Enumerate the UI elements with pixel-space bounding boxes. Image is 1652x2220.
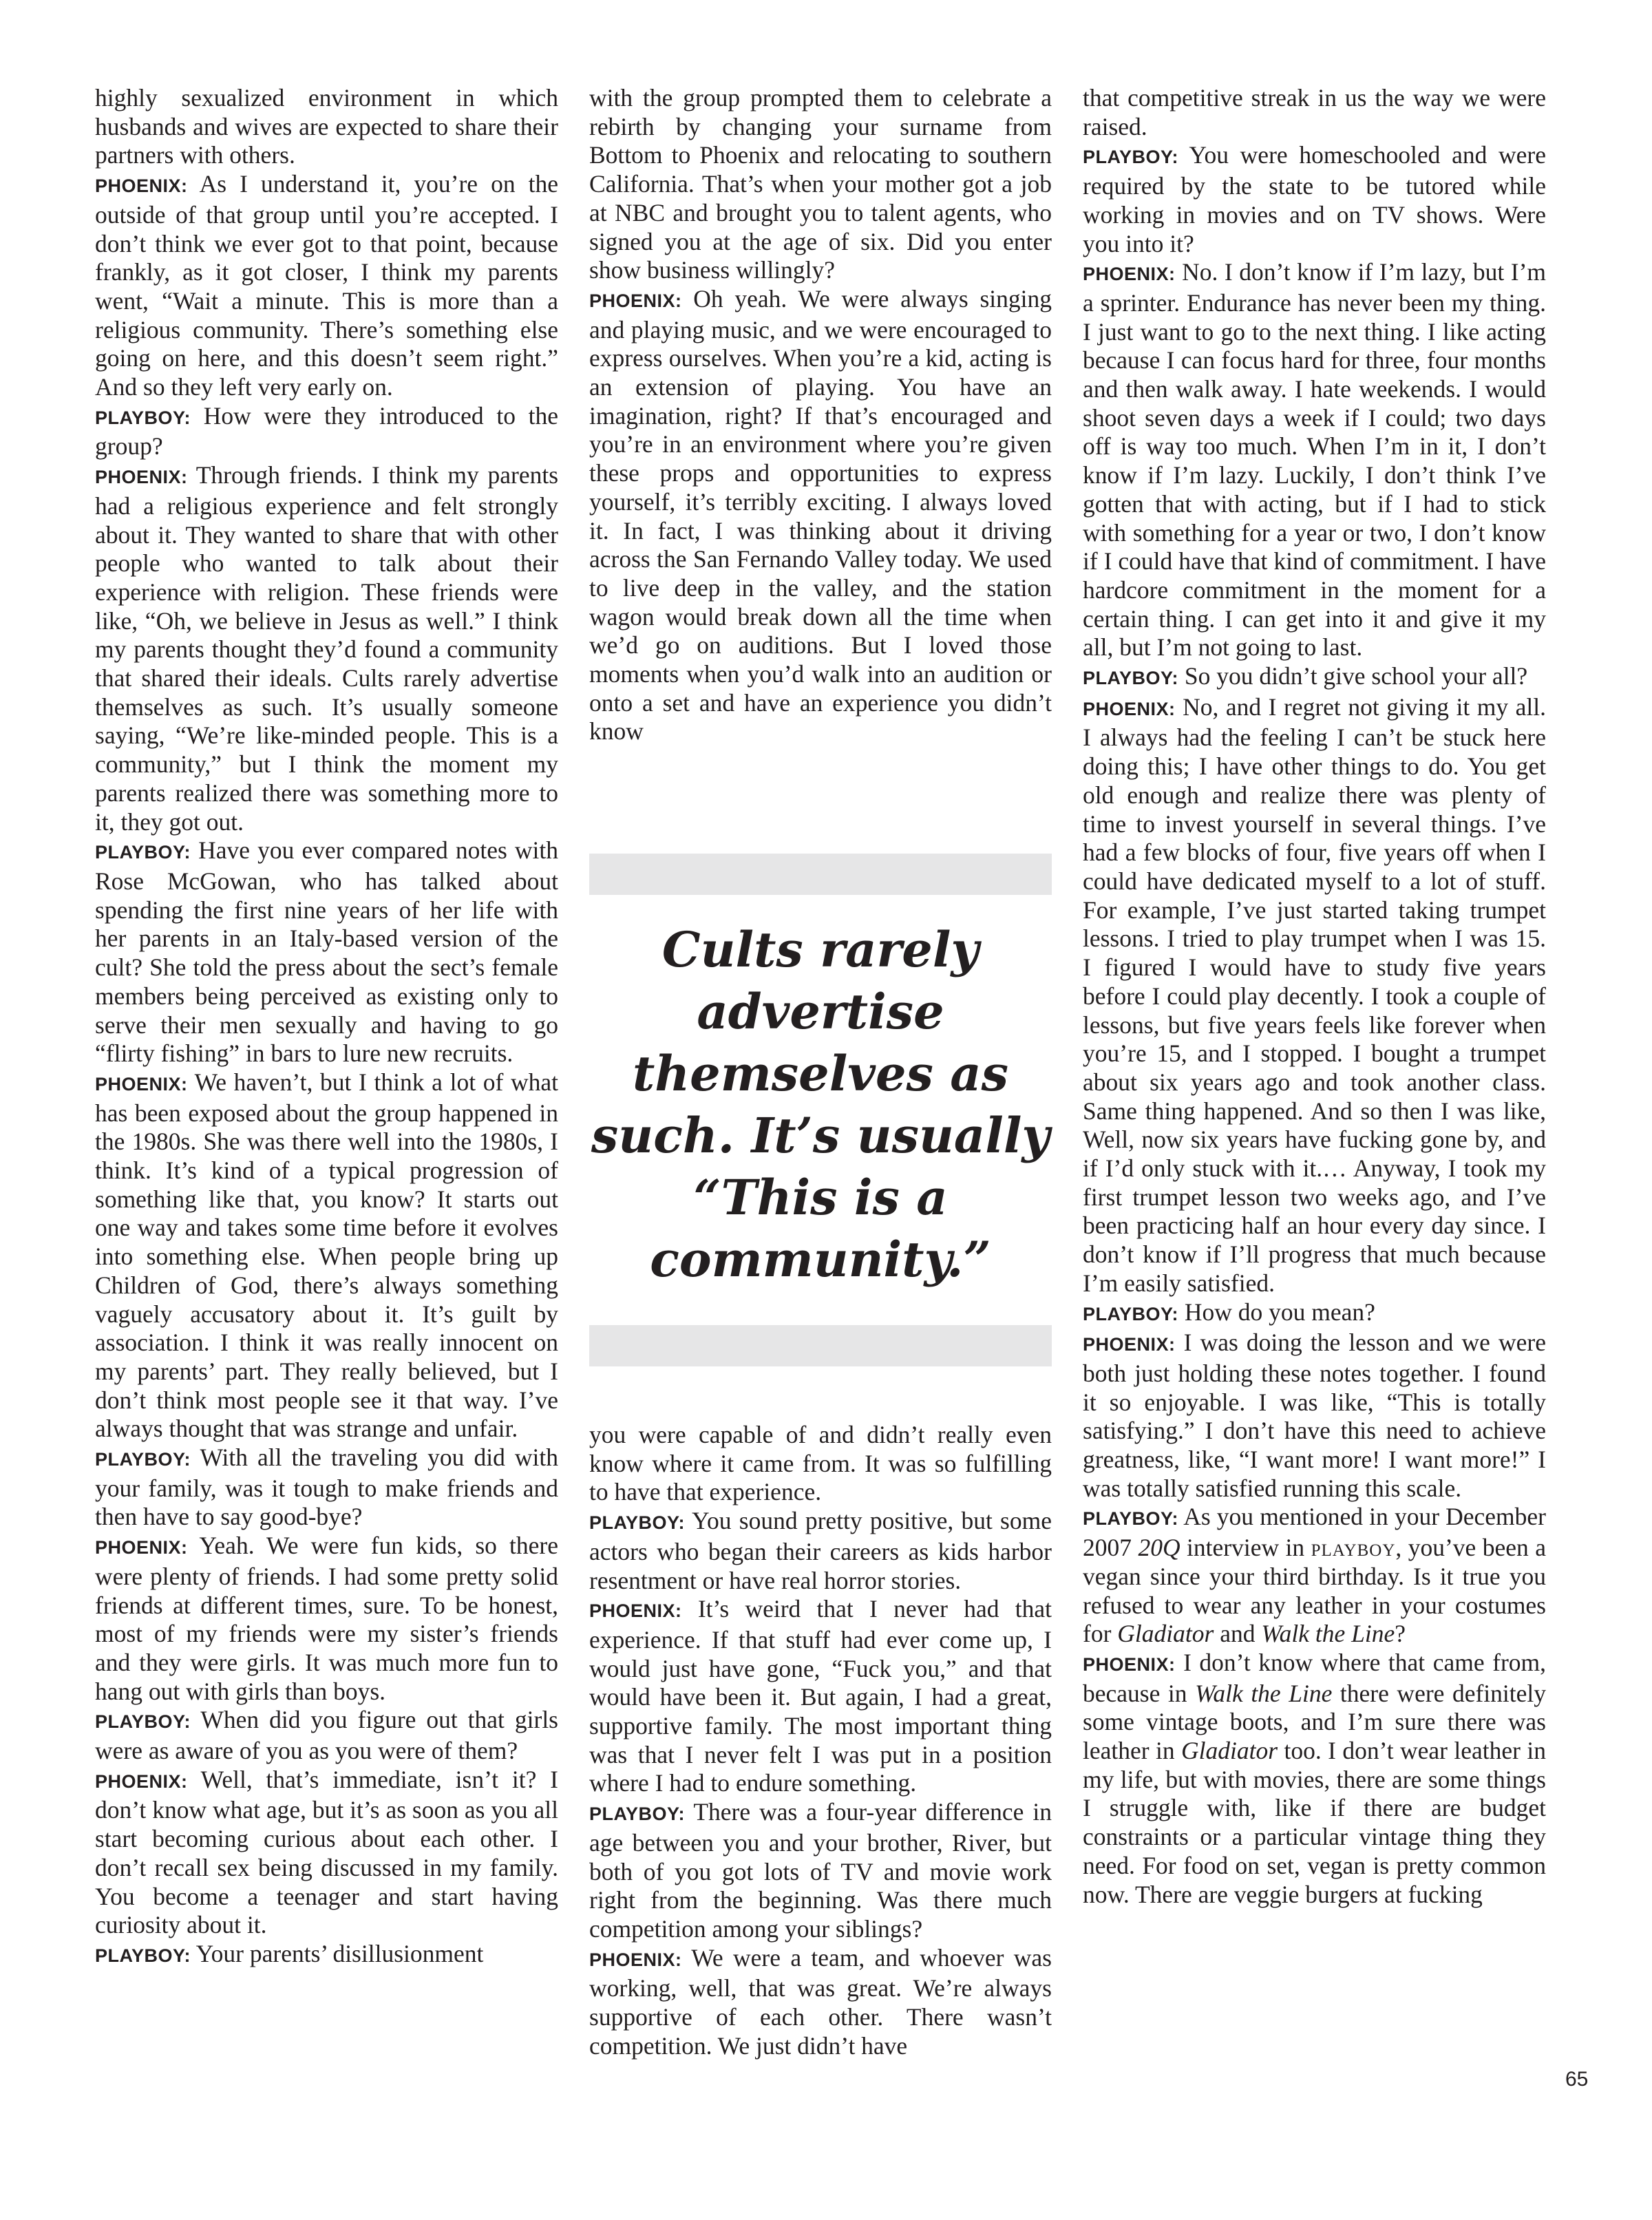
speaker-label: PLAYBOY:: [1083, 147, 1179, 168]
magazine-name: playboy: [1311, 1534, 1396, 1562]
paragraph: PLAYBOY: How do you mean?: [1083, 1298, 1375, 1326]
paragraph: PHOENIX: Yeah. We were fun kids, so there were plenty of friends. I had some pretty solid friends at different times, sure. To be honest, most of my friends were my sister’s friends and they were girls. It was much more fun to hang out with girls than boys.: [95, 1532, 558, 1705]
paragraph: PLAYBOY: You sound pretty positive, but some actors who began their careers as kids harbor resentment or have real horror stories.: [589, 1507, 1052, 1594]
speaker-label: PHOENIX:: [95, 1537, 188, 1558]
pull-quote: Cults rarely advertise themselves as such. It’s usually “This is a community.”: [591, 921, 1050, 1288]
paragraph: PHOENIX: No. I don’t know if I’m lazy, but I’m a sprinter. Endurance has never been my thing. I just want to go to the next thing. I like acting because I can focus hard for three, four months and then walk away. I hate weekends. I would shoot seven days a week if I could; two days off is way too much. When I’m in it, I don’t know if I’m lazy. Luckily, I don’t think I’ve gotten that with acting, but if I had to stick with something for a year or two, I don’t know if I could have that kind of commitment. I have hardcore commitment in the moment for a certain thing. I can get into it and give it my all, but I’m not going to last.: [1083, 258, 1547, 662]
paragraph: with the group prompted them to celebrate a rebirth by changing your surname from Bottom to Phoenix and relocating to southern California. That’s when your mother got a job at NBC and brought you to talent agents, who signed you at the age of six. Did you enter show business willingly?: [589, 84, 1052, 284]
paragraph: PHOENIX: Oh yeah. We were always singing and playing music, and we were encouraged to express ourselves. When you’re a kid, acting is an extension of playing. You have an imagination, right? If that’s encouraged and you’re in an environment where you’re given these props and opportunities to express yourself, it’s terribly exciting. I always loved it. In fact, I was thinking about it driving across the San Fernando Valley today. We used to live deep in the valley, and the station wagon would break down all the time when we’d go on auditions. But I loved those moments when you’d walk into an audition or onto a set and have an experience you didn’t know: [589, 284, 1052, 746]
speaker-label: PLAYBOY:: [95, 1711, 191, 1733]
paragraph: PLAYBOY: As you mentioned in your December 2007 20Q interview in playboy, you’ve been a vegan since your third birthday. Is it true you refused to wear any leather in your costumes for Gladiator and Walk the Line?: [1083, 1503, 1546, 1648]
speaker-label: PHOENIX:: [1083, 1334, 1176, 1355]
paragraph: PLAYBOY: You were homeschooled and were required by the state to be tutored while working in movies and on TV shows. Were you into it?: [1083, 141, 1546, 257]
speaker-label: PHOENIX:: [95, 1770, 188, 1792]
page-number: 65: [1565, 2068, 1589, 2091]
film-title: Walk the Line: [1261, 1620, 1395, 1648]
paragraph: PHOENIX: We haven’t, but I think a lot of what has been exposed about the group happened in the 1980s. She was there well into the 1980s, I think. It’s kind of a typical progression of something like that, you know? It starts out one way and takes some time before it evolves into something else. When people bring up Children of God, there’s always something vaguely accusatory about it. It’s guilt by association. I think it was really innocent on my parents’ part. They really believed, but I don’t think most people see it that way. I’ve always thought that was strange and unfair.: [95, 1068, 558, 1443]
speaker-label: PHOENIX:: [589, 1600, 682, 1622]
paragraph: PLAYBOY: With all the traveling you did with your family, was it tough to make friends and then have to say good-bye?: [95, 1444, 558, 1531]
paragraph: PLAYBOY: So you didn’t give school your all?: [1083, 662, 1528, 690]
paragraph: PLAYBOY: Have you ever compared notes with Rose McGowan, who has talked about spending the first nine years of her life with her parents in an Italy-based version of the cult? She told the press about the sect’s female members being perceived as existing only to serve their men sexually and having to go “flirty fishing” in bars to lure new recruits.: [95, 836, 558, 1068]
magazine-feature-title: 20Q: [1138, 1534, 1180, 1562]
paragraph: PHOENIX: Through friends. I think my parents had a religious experience and felt strongly about it. They wanted to share that with other people who wanted to talk about their experience with religion. These friends were like, “Oh, we believe in Jesus as well.” I think my parents thought they’d found a community that shared their ideals. Cults rarely advertise themselves as such. It’s usually someone saying, “We’re like-minded people. This is a community,” but I think the moment my parents realized there was something more to it, they got out.: [95, 461, 559, 836]
speaker-label: PLAYBOY:: [95, 407, 191, 428]
paragraph: PHOENIX: I was doing the lesson and we were both just holding these notes together. I found it so enjoyable. I was like, “This is totally satisfying.” I don’t have this need to achieve greatness, like, “I want more! I want more!” I was totally satisfied running this scale.: [1083, 1329, 1547, 1502]
paragraph: PLAYBOY: Your parents’ disillusionment: [95, 1940, 484, 1967]
paragraph: PHOENIX: I don’t know where that came from, because in Walk the Line there were definitely some vintage boots, and I’m sure there was leather in Gladiator too. I don’t wear leather in my life, but with movies, there are some things I struggle with, like if there are budget constraints or a particular vintage thing they need. For food on set, vegan is pretty common now. There are veggie burgers at fucking: [1083, 1648, 1547, 1908]
text-column-1: [95, 84, 558, 1971]
text-column-2-top: [589, 84, 1052, 746]
paragraph: PHOENIX: As I understand it, you’re on the outside of that group until you’re accepted. I don’t think we ever got to that point, because frankly, as it got closer, I think my parents went, “Wait a minute. This is more than a religious community. There’s something else going on here, and this doesn’t seem right.” And so they left very early on.: [95, 170, 558, 401]
speaker-label: PHOENIX:: [95, 467, 188, 488]
speaker-label: PHOENIX:: [1083, 698, 1176, 719]
speaker-label: PLAYBOY:: [1083, 1508, 1179, 1530]
paragraph: PHOENIX: We were a team, and whoever was working, well, that was great. We’re always supportive of each other. There wasn’t competition. We just didn’t have: [589, 1943, 1052, 2060]
speaker-label: PHOENIX:: [589, 290, 682, 311]
paragraph: PHOENIX: It’s weird that I never had that experience. If that stuff had ever come up, I would just have gone, “Fuck you,” and that would have been it. But again, I had a great, supportive family. The most important thing was that I never felt I was put in a position where I had to endure something.: [589, 1595, 1052, 1797]
speaker-label: PLAYBOY:: [95, 1945, 191, 1966]
speaker-label: PHOENIX:: [1083, 1653, 1176, 1675]
speaker-label: PLAYBOY:: [95, 1449, 191, 1470]
text-column-2-bottom: [589, 1421, 1052, 2060]
film-title: Walk the Line: [1195, 1679, 1333, 1707]
speaker-label: PLAYBOY:: [1083, 1303, 1179, 1324]
film-title: Gladiator: [1117, 1620, 1214, 1648]
speaker-label: PLAYBOY:: [95, 842, 191, 863]
film-title: Gladiator: [1181, 1737, 1278, 1765]
text-column-3: [1083, 84, 1546, 1909]
paragraph: highly sexualized environment in which husbands and wives are expected to share their partners with others.: [95, 84, 558, 169]
paragraph: PHOENIX: No, and I regret not giving it my all. I always had the feeling I can’t be stuck here doing this; I have other things to do. You get old enough and realize there was plenty of time to invest yourself in several things. I’ve had a few blocks of four, five years off when I could have dedicated myself to a lot of stuff. For example, I’ve just started taking trumpet lessons. I tried to play trumpet when I was 15. I figured I would have to study five years before I could play decently. I took a couple of lessons, but five years feels like forever when you’re 15, and I stopped. I bought a trumpet about six years ago and took another class. Same thing happened. And so then I was like, Well, now six years have fucking gone by, and if I’d only stuck with it.… Anyway, I took my first trumpet lesson two weeks ago, and I’ve been practicing half an hour every day since. I don’t know if I’ll progress that much because I’m easily satisfied.: [1083, 693, 1547, 1297]
speaker-label: PLAYBOY:: [589, 1804, 686, 1825]
speaker-label: PHOENIX:: [1083, 264, 1176, 285]
speaker-label: PLAYBOY:: [589, 1512, 686, 1534]
paragraph: PHOENIX: Well, that’s immediate, isn’t it? I don’t know what age, but it’s as soon as you all start becoming curious about each other. I don’t recall sex being discussed in my family. You become a teenager and start having curiosity about it.: [95, 1765, 558, 1939]
paragraph: that competitive streak in us the way we were raised.: [1083, 84, 1546, 140]
pull-quote-top-bar: [589, 854, 1052, 895]
paragraph: PLAYBOY: There was a four-year difference in age between you and your brother, River, but both of you got lots of TV and movie work right from the beginning. Was there much competition among your siblings?: [589, 1798, 1052, 1943]
paragraph: PLAYBOY: How were they introduced to the group?: [95, 401, 559, 461]
paragraph: you were capable of and didn’t really even know where it came from. It was so fulfilling to have that experience.: [589, 1421, 1052, 1506]
speaker-label: PHOENIX:: [95, 176, 188, 197]
paragraph: PLAYBOY: When did you figure out that girls were as aware of you as you were of them?: [95, 1706, 558, 1765]
speaker-label: PHOENIX:: [95, 1073, 188, 1095]
pull-quote-box: [589, 854, 1052, 1366]
pull-quote-bottom-bar: [589, 1325, 1052, 1366]
speaker-label: PLAYBOY:: [1083, 668, 1179, 689]
speaker-label: PHOENIX:: [589, 1949, 682, 1970]
